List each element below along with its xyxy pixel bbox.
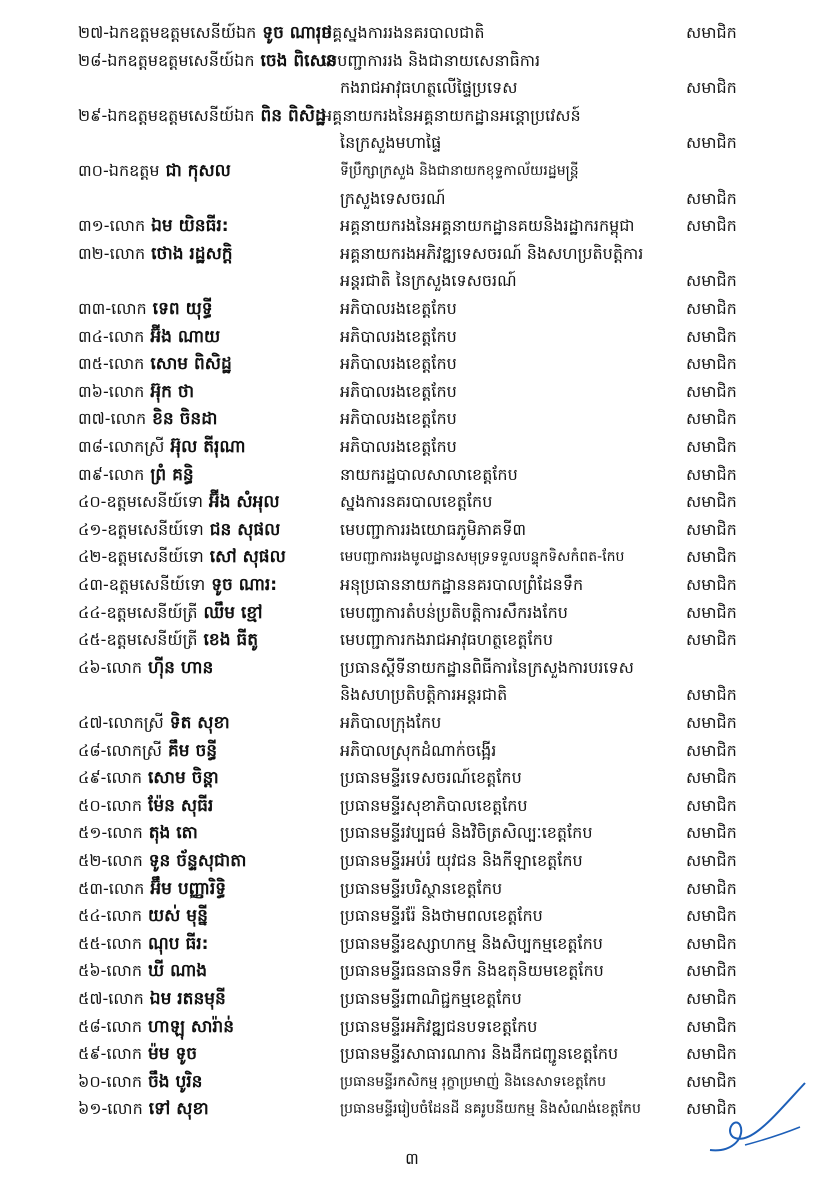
member-label [78,933,208,955]
member-role: សមាជិក [686,188,737,208]
member-number: ៣៧- [78,409,111,429]
member-name: ឯម យិនធីរ: [151,216,229,237]
member-position-continued: នៃក្រសួងមហាផ្ទៃ [340,133,442,153]
member-title: លោក [109,216,146,236]
member-label [78,1016,234,1038]
member-name: ឈឹម ខ្មៅ [203,602,263,623]
member-name: អ៊ឹម បញ្ញារិទ្ធិ [150,878,227,899]
member-name: ទៅ សុខា [148,1099,209,1120]
member-role: សមាជិក [686,1071,737,1091]
member-title: លោក [106,1044,142,1064]
member-position: ប្រធានមន្ទីរឧស្សាហកម្ម និងសិប្បកម្មខេត្តកែប [340,933,603,953]
member-name: សោម ពិសិដ្ឋ [150,354,232,375]
member-label [78,436,246,458]
member-title: ឧត្តមសេនីយ៍ទោ [106,492,203,512]
member-number: ៤៦- [78,657,107,677]
member-name: ហ៊ីន ហាន [147,657,214,678]
member-number: ៤០- [78,492,107,512]
member-name: ឯម រតនមុនី [149,989,226,1009]
member-title: លោក [106,906,142,926]
member-label [78,243,233,265]
member-position: អភិបាលរងខេត្តកែប [340,354,457,374]
member-name: អ៊ុក ថា [150,381,195,402]
member-label [78,988,226,1010]
member-title: លោក [111,299,147,318]
member-label [78,740,217,762]
member-name: ព្រំ គន្ធិ [150,464,194,485]
member-title: ឯកឧត្តម [108,161,160,180]
member-name: ទូច ណារ: [211,575,278,595]
member-label [78,326,220,348]
member-number: ៤៥- [78,630,107,650]
member-title: លោក [106,795,142,815]
member-position: មេបញ្ជាការកងរាជអាវុធហត្ថខេត្តកែប [340,630,553,650]
member-position: អនុប្រធាននាយកដ្ឋាននគរបាលព្រំដែនទឹក [340,575,584,594]
member-label [78,519,280,541]
member-role: សមាជិក [686,409,737,429]
member-position: អភិបាលរងខេត្តកែប [340,326,457,346]
member-name: ណុប ធីរ: [147,933,209,954]
member-title: លោក [108,464,145,484]
member-name: ទូន ច័ន្ទសុជាតា [148,851,247,871]
member-title: លោក [108,878,145,898]
member-role: សមាជិក [686,271,737,291]
member-label [78,657,213,679]
member-title: លោក [107,1099,143,1119]
member-number: ៦០- [78,1071,107,1091]
member-position: ប្រធានមន្ទីរវប្បធម៌ និងវិចិត្រសិល្បៈខេត្តកែប [340,823,593,843]
member-label [78,878,226,900]
member-label [78,574,277,596]
member-label [78,160,231,182]
member-number: ២៨- [78,50,108,70]
member-title: ឧត្តមសេនីយ៍ទោ [108,575,206,594]
member-title: លោក [110,409,147,429]
member-position-continued: កងរាជអាវុធហត្ថលើផ្ទៃប្រទេស [340,78,518,98]
member-number: ៥៥- [78,933,107,953]
member-title: ឧត្តមសេនីយ៍ត្រី [106,602,198,622]
member-label [78,795,213,817]
member-number: ៣៥- [78,354,109,374]
member-title: លោក [109,243,146,263]
member-name: អ៊ុល តីរុណា [170,437,246,457]
member-number: ៤២- [78,547,108,567]
member-position-continued: អន្តរជាតិ នៃក្រសួងទេសចរណ៍ [340,271,517,291]
member-role: សមាជិក [686,961,737,981]
member-name: ទិត សុខា [169,713,230,733]
member-role: សមាជិក [686,795,737,815]
member-position: ប្រធានមន្ទីរសាធារណការ និងដឹកជញ្ជូនខេត្តកែប [340,1044,619,1064]
member-position: នាយករដ្ឋបាលសាលាខេត្តកែប [340,464,518,484]
member-number: ៥៣- [78,878,109,898]
member-position: ប្រធានមន្ទីរទេសចរណ៍ខេត្តកែប [340,768,522,788]
member-name: ទេព យុទ្ធី [152,299,213,319]
member-role: សមាជិក [686,1044,737,1064]
member-label [78,491,280,513]
member-name: ហាឡុ សារ៉ាន់ [147,1016,235,1037]
member-number: ៥៤- [78,906,107,926]
member-position: អភិបាលរងខេត្តកែប [340,437,457,456]
member-title: លោក [108,326,145,346]
member-position: ប្រធានមន្ទីរបរិស្ថានខេត្តកែប [340,878,503,898]
member-position: អភិបាលរងខេត្តកែប [340,381,457,401]
member-role: សមាជិក [686,299,737,318]
member-name: យស់ មុន្នី [147,906,208,927]
member-role: សមាជិក [686,464,737,484]
member-position: ប្រធានមន្ទីរសុខាភិបាលខេត្តកែប [340,795,528,815]
member-label [78,298,213,320]
member-name: ឃី ណាង [147,961,208,982]
member-title: លោក [107,823,143,843]
member-role: សមាជិក [686,381,737,401]
member-role: សមាជិក [686,519,737,539]
member-title: លោក [107,851,143,870]
member-number: ៥៧- [78,989,109,1008]
member-role: សមាជិក [686,933,737,953]
member-position: អគ្គនាយករងនៃអគ្គនាយកដ្ឋានអន្តោប្រវេសន៍ [322,105,581,125]
member-position: មេបញ្ជាការរងមូលដ្ឋានសមុទ្រទទួលបន្ទុកទិសកំពត-កែប [340,549,625,566]
member-title: លោក [106,1016,142,1036]
member-name: ចឹង បូរិន [147,1071,203,1092]
member-title: លោក [108,354,145,374]
member-title: លោកស្រី [108,713,164,732]
member-role: សមាជិក [686,906,737,926]
member-number: ៣៨- [78,437,109,456]
member-name: ខេង ធីតូ [203,630,259,651]
member-name: តុង តោ [148,823,198,844]
member-number: ៣០- [78,161,109,180]
member-number: ៥៦- [78,961,107,981]
member-label [78,767,219,789]
member-number: ២៧- [78,23,110,42]
member-label [78,353,232,375]
member-role: សមាជិក [686,989,737,1008]
member-position-continued: និងសហប្រតិបត្តិការអន្តរជាតិ [340,685,508,705]
member-title: លោក [108,381,145,401]
member-label [78,381,194,403]
member-name: ចេង ពិសេន [260,50,337,71]
member-number: ៥៨- [78,1016,107,1036]
member-position: អភិបាលរងខេត្តកែប [340,409,457,429]
member-label [78,1098,209,1120]
member-number: ៤៤- [78,602,107,622]
member-number: ៣៦- [78,381,109,401]
member-role: សមាជិក [686,575,737,594]
member-title: ឧត្តមសេនីយ៍ទោ [107,519,204,539]
member-label [78,960,207,982]
member-name: ទូច ណារុថ [262,23,333,43]
member-role: សមាជិក [686,547,737,567]
member-name: ម៉ម ទូច [147,1044,198,1065]
member-position: ប្រធានស្តីទីនាយកដ្ឋានពិធីការនៃក្រសួងការបរទេស [340,657,634,677]
page-number: ៣ [405,1149,419,1168]
member-number: ៣៣- [78,299,112,318]
member-role: សមាជិក [686,713,737,732]
member-label [78,105,326,127]
member-title: លោក [106,933,142,953]
member-title: លោក [106,768,142,788]
member-title: លោក [106,657,142,677]
member-number: ៥០- [78,795,107,815]
member-role: សមាជិក [686,1016,737,1036]
member-number: ៥១- [78,823,108,843]
member-role: សមាជិក [686,768,737,788]
member-number: ៣៤- [78,326,109,346]
member-name: សៅ សុផល [209,547,286,568]
member-role: សមាជិក [686,602,737,622]
member-position: មេបញ្ជាការតំបន់ប្រតិបត្តិការសឹករងកែប [340,602,568,622]
member-name: ជា កុសល [165,161,231,181]
member-title: លោកស្រី [108,437,165,456]
member-role: សមាជិក [686,133,737,153]
member-position: ទីប្រឹក្សាក្រសួង និងជានាយកខុទ្ទកាល័យរដ្ឋមន្ត្រី [340,163,579,179]
member-name: អ៊ីង សំអុល [208,492,280,513]
member-role: សមាជិក [686,630,737,650]
member-name: ពិន ពិសិដ្ឋ [260,105,326,126]
member-number: ៤៧- [78,713,109,732]
member-role: សមាជិក [686,685,737,705]
member-position: ប្រធានមន្ទីរធនធានទឹក និងឧតុនិយមខេត្តកែប [340,961,604,981]
member-position: អភិបាលក្រុងកែប [340,713,442,732]
member-number: ៤៩- [78,768,107,788]
member-title: ឯកឧត្តមឧត្តមសេនីយ៍ឯក [109,23,257,42]
member-name: សោម ចិន្តា [147,768,219,789]
member-label [78,850,246,872]
member-number: ៣២- [78,243,110,263]
member-position: មេបញ្ជាការរងយោធភូមិភាគទី៣ [340,519,527,539]
member-label [78,50,337,72]
member-role: សមាជិក [686,23,737,42]
member-name: អ៊ីង ណាយ [150,326,221,347]
member-position: អគ្គស្នងការរងនគរបាលជាតិ [322,23,485,42]
member-role: សមាជិក [686,354,737,374]
member-number: ៣១- [78,216,110,236]
member-number: ២៩- [78,105,108,125]
member-label [78,215,229,237]
member-number: ៤១- [78,519,108,539]
member-number: ៥២- [78,851,108,870]
member-position: អគ្គនាយករងនៃអគ្គនាយកដ្ឋានគយនិងរដ្ឋាករកម្ពុជា [340,216,635,236]
member-name: ថោង រដ្ឋសក្តិ [151,243,233,264]
member-role: សមាជិក [686,740,737,760]
member-number: ៥៩- [78,1044,107,1064]
member-title: ឯកឧត្តមឧត្តមសេនីយ៍ឯក [107,50,255,70]
member-position: ប្រធានមន្ទីររៀបចំដែនដី នគរូបនីយកម្ម និងសំណង់ខេត្តកែប [340,1101,641,1118]
member-title: លោក [108,989,144,1008]
member-position: ប្រធានមន្ទីរកសិកម្ម រុក្ខាប្រមាញ់ និងនេសាទខេត្តកែប [340,1073,607,1090]
member-role: សមាជិក [686,851,737,870]
member-name: ជន សុផល [209,519,281,540]
member-label [78,905,208,927]
member-position: ប្រធានមន្ទីររ៉ែ និងថាមពលខេត្តកែប [340,906,543,926]
member-position: ស្នងការនគរបាលខេត្តកែប [340,492,493,512]
member-label [78,1071,202,1093]
member-label [78,629,258,651]
member-position: អភិបាលស្រុកដំណាក់ចង្អើរ [340,740,497,760]
member-label [78,712,230,734]
member-position: មេបញ្ជាការរង និងជានាយសេនាធិការ [322,50,541,70]
member-role: សមាជិក [686,78,737,98]
member-role: សមាជិក [686,823,737,843]
member-name: ម៉ែន សុធីរ [147,795,214,816]
member-role: សមាជិក [686,216,737,236]
member-title: លោក [106,1071,142,1091]
member-position: ប្រធានមន្ទីរពាណិជ្ជកម្មខេត្តកែប [340,989,522,1008]
member-role: សមាជិក [686,492,737,512]
member-role: សមាជិក [686,878,737,898]
member-label [78,546,286,568]
member-position: ប្រធានមន្ទីរអប់រំ យុវជន និងកីឡាខេត្តកែប [340,851,583,870]
member-number: ៣៩- [78,464,109,484]
member-number: ៤៣- [78,575,109,594]
member-label [78,602,263,624]
member-name: ខិន ចិនដា [152,409,218,430]
member-role: សមាជិក [686,326,737,346]
member-position: អគ្គនាយករងអភិវឌ្ឍទេសចរណ៍ និងសហប្រតិបត្តិការ [340,243,644,263]
member-number: ៦១- [78,1099,108,1119]
member-label [78,464,194,486]
member-role: សមាជិក [686,1099,737,1119]
member-role: សមាជិក [686,437,737,456]
member-label [78,822,198,844]
member-number: ៤៨- [78,740,107,760]
member-position: អភិបាលរងខេត្តកែប [340,299,457,318]
member-name: គឹម ចន្ធី [167,740,218,761]
member-label [78,22,332,44]
member-label [78,408,217,430]
member-title: ឧត្តមសេនីយ៍ត្រី [106,630,198,650]
member-position-continued: ក្រសួងទេសចរណ៍ [340,188,446,208]
member-title: ឯកឧត្តមឧត្តមសេនីយ៍ឯក [107,105,255,125]
member-title: លោក [106,961,142,981]
member-position: ប្រធានមន្ទីរអភិវឌ្ឍជនបទខេត្តកែប [340,1016,538,1036]
member-title: លោកស្រី [106,740,162,760]
member-title: ឧត្តមសេនីយ៍ទោ [107,547,204,567]
member-label [78,1043,197,1065]
